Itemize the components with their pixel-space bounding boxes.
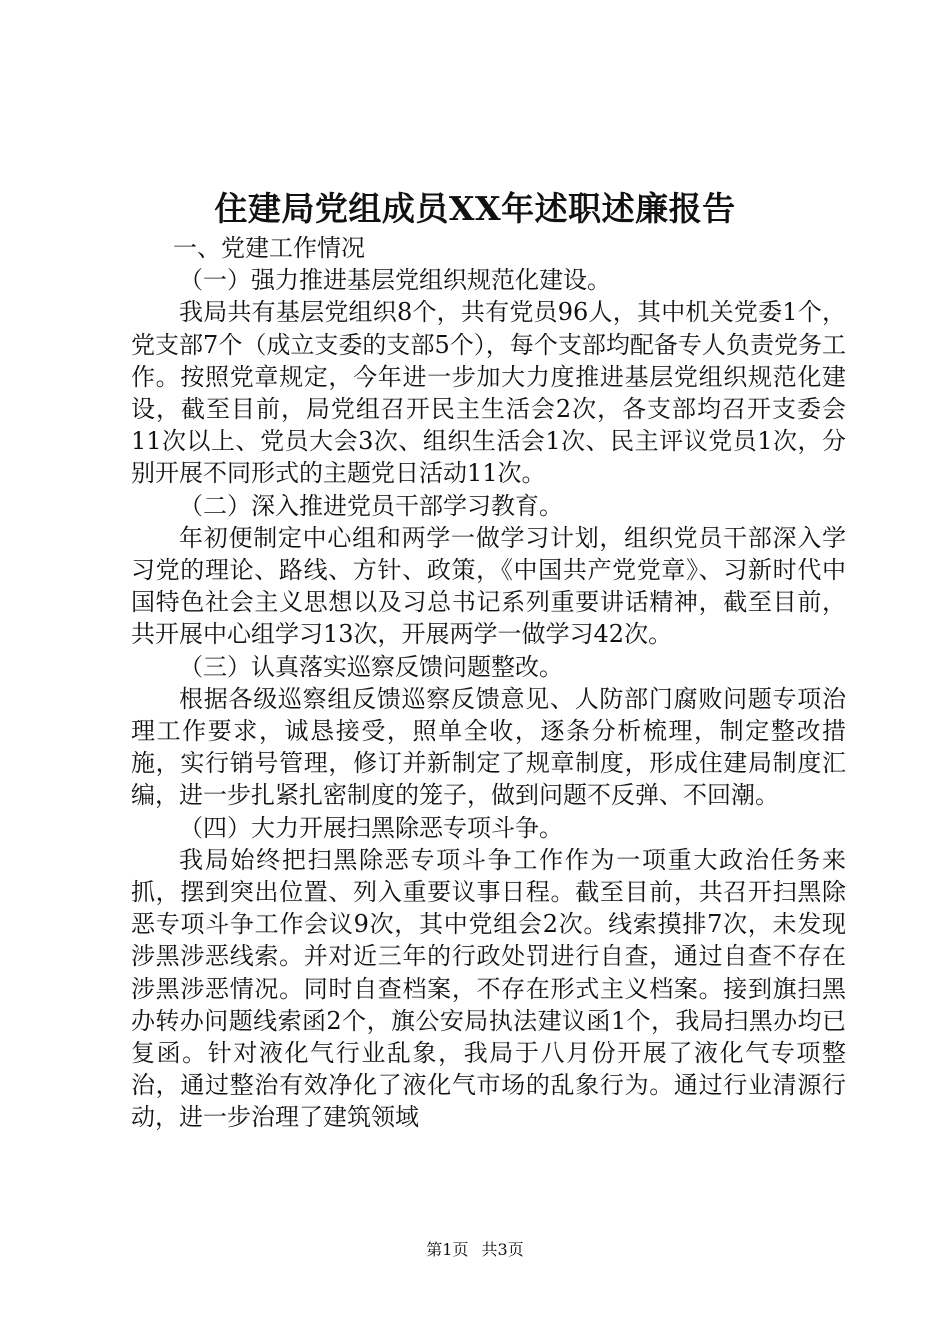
- body-paragraph: 我局共有基层党组织8个，共有党员96人，其中机关党委1个，党支部7个（成立支委的支部5个），每个支部均配备专人负责党务工作。按照党章规定，今年进一步加大力度推进基层党组织规范化建设，截至目前，局党组召开民主生活会2次，各支部均召开支委会11次以上、党员大会3次、组织生活会1次、民主评议党员1次，分别开展不同形式的主题党日活动11次。: [131, 298, 846, 488]
- subsection-heading: （一）强力推进基层党组织规范化建设。: [179, 266, 611, 295]
- section-heading: 一、党建工作情况: [173, 234, 365, 262]
- page-number: 第1页: [426, 1240, 469, 1259]
- body-paragraph: 根据各级巡察组反馈巡察反馈意见、人防部门腐败问题专项治理工作要求，诚恳接受，照单全收，逐条分析梳理，制定整改措施，实行销号管理，修订并新制定了规章制度，形成住建局制度汇编，进一步扎紧扎密制度的笼子，做到问题不反弹、不回潮。: [131, 684, 846, 810]
- subsection-heading: （四）大力开展扫黑除恶专项斗争。: [179, 813, 563, 842]
- page-total: 共3页: [481, 1240, 524, 1259]
- page-footer: [0, 1240, 950, 1260]
- subsection-heading: （三）认真落实巡察反馈问题整改。: [179, 652, 563, 681]
- body-paragraph: 我局始终把扫黑除恶专项斗争工作作为一项重大政治任务来抓，摆到突出位置、列入重要议事日程。截至目前，共召开扫黑除恶专项斗争工作会议9次，其中党组会2次。线索摸排7次，未发现涉黑涉恶线索。并对近三年的行政处罚进行自查，通过自查不存在涉黑涉恶情况。同时自查档案，不存在形式主义档案。接到旗扫黑办转办问题线索函2个，旗公安局执法建议函1个，我局扫黑办均已复函。针对液化气行业乱象，我局于八月份开展了液化气专项整治，通过整治有效净化了液化气市场的乱象行为。通过行业清源行动，进一步治理了建筑领域: [131, 845, 846, 1132]
- document-body: [131, 232, 846, 1134]
- subsection-heading: （二）深入推进党员干部学习教育。: [179, 491, 563, 520]
- body-paragraph: 年初便制定中心组和两学一做学习计划，组织党员干部深入学习党的理论、路线、方针、政策，《中国共产党党章》、习新时代中国特色社会主义思想以及习总书记系列重要讲话精神，截至目前，共开展中心组学习13次，开展两学一做学习42次。: [131, 523, 846, 649]
- document-title: 住建局党组成员XX年述职述廉报告: [214, 189, 736, 228]
